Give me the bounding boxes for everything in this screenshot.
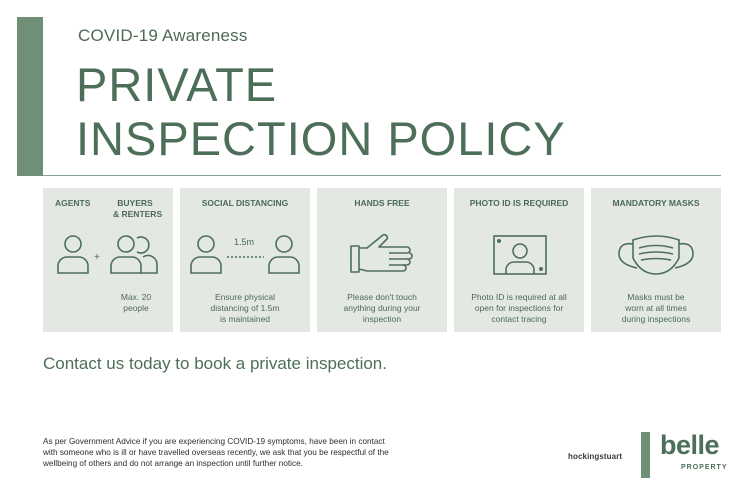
divider bbox=[43, 175, 721, 176]
heading-agents: AGENTS bbox=[55, 198, 91, 208]
contact-text: Contact us today to book a private inspection. bbox=[43, 354, 387, 373]
belle-property-label: PROPERTY bbox=[681, 464, 728, 471]
panel-description: Max. 20 people bbox=[120, 292, 152, 313]
belle-logo-bar bbox=[641, 432, 650, 478]
panel-description: Photo ID is required at all open for inspections for contact tracing bbox=[471, 292, 567, 324]
heading-buyers: BUYERS & RENTERS bbox=[113, 198, 163, 219]
panel-agents-buyers bbox=[43, 188, 173, 332]
panel-description: Masks must be worn at all times during inspections bbox=[621, 292, 691, 324]
panel-masks bbox=[591, 188, 721, 332]
accent-bar bbox=[17, 17, 43, 176]
heading-hands-free: HANDS FREE bbox=[354, 198, 410, 208]
panel-description: Please don't touch anything during your inspection bbox=[343, 292, 421, 324]
panel-hands-free bbox=[317, 188, 447, 332]
mask-icon bbox=[617, 232, 695, 276]
page-title bbox=[76, 58, 566, 166]
title-line-1: PRIVATE bbox=[76, 58, 278, 111]
subtitle: COVID-19 Awareness bbox=[78, 26, 248, 45]
heading-photo-id: PHOTO ID IS REQUIRED bbox=[469, 198, 569, 208]
heading-mandatory-masks: MANDATORY MASKS bbox=[612, 198, 700, 208]
panel-social-distancing bbox=[180, 188, 310, 332]
panel-photo-id bbox=[454, 188, 584, 332]
hockingstuart-logo: hockingstuart bbox=[568, 452, 623, 461]
title-line-2: INSPECTION POLICY bbox=[76, 112, 566, 165]
people-icon bbox=[51, 232, 167, 278]
heading-social-distancing: SOCIAL DISTANCING bbox=[201, 198, 289, 208]
belle-logo: belle bbox=[660, 430, 720, 460]
hand-icon bbox=[349, 232, 417, 278]
disclaimer: As per Government Advice if you are experiencing COVID-19 symptoms, have been in contact with someone who is ill or have travelled overseas recently, we ask that you be respectful of the wellbeing of others and do not arrange an inspection until further notice. bbox=[43, 437, 389, 468]
plus-sign: + bbox=[94, 252, 100, 263]
panel-description: Ensure physical distancing of 1.5m is maintained bbox=[210, 292, 280, 324]
photo-id-icon bbox=[492, 234, 548, 276]
policy-panels bbox=[43, 188, 721, 332]
distance-label: 1.5m bbox=[234, 237, 255, 247]
distancing-icon bbox=[188, 232, 302, 278]
